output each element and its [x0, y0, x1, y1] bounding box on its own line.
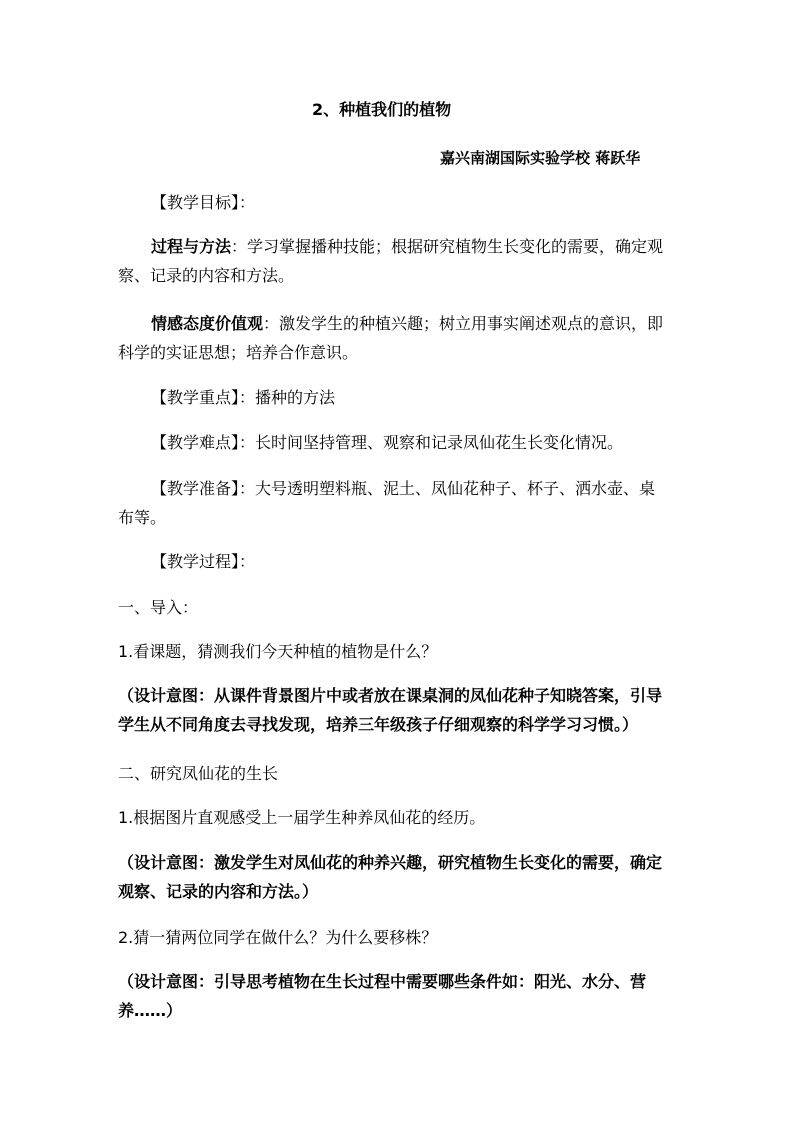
author-line: 嘉兴南湖国际实验学校 蒋跃华: [440, 149, 641, 167]
section2-design-2-line-1: （设计意图：引导思考植物在生长过程中需要哪些条件如：阳光、水分、营: [118, 972, 647, 991]
section2-design-2-line-2: 养……）: [118, 1001, 183, 1020]
attitude-label: 情感态度价值观: [151, 314, 264, 333]
section2-design-1-line-2: 观察、记录的内容和方法。）: [118, 882, 319, 901]
attitude-text-1: ：激发学生的种植兴趣；树立用事实阐述观点的意识，即: [263, 314, 664, 333]
key-point-line: [151, 388, 335, 408]
objectives-heading: 【教学目标】：: [151, 193, 256, 212]
section2-heading: 二、研究凤仙花的生长: [118, 764, 279, 783]
preparation-label: 【教学准备】: [151, 479, 240, 498]
key-point-label: 【教学重点】: [151, 388, 240, 407]
preparation-line-2: 布等。: [118, 508, 167, 527]
section2-design-1-line-1: （设计意图：激发学生对凤仙花的种养兴趣，研究植物生长变化的需要，确定: [118, 853, 663, 872]
preparation-line-1: [151, 479, 655, 499]
difficulty-text: ：长时间坚持管理、观察和记录凤仙花生长变化情况。: [239, 433, 624, 452]
process-method-line-1: [151, 237, 663, 257]
process-method-text-1: ：学习掌握播种技能；根据研究植物生长变化的需要，确定观: [231, 237, 664, 256]
process-method-label: 过程与方法: [151, 237, 232, 256]
section2-item-2: 2.猜一猜两位同学在做什么？为什么要移株？: [118, 928, 438, 947]
process-method-line-2: 察、记录的内容和方法。: [118, 266, 295, 285]
difficulty-line: [151, 433, 623, 453]
section1-design-line-2: 学生从不同角度去寻找发现，培养三年级孩子仔细观察的科学学习习惯。）: [118, 715, 639, 734]
key-point-text: ：播种的方法: [239, 388, 336, 407]
process-heading: 【教学过程】：: [151, 552, 256, 571]
attitude-line-1: [151, 314, 663, 334]
section2-item-1: 1.根据图片直观感受上一届学生种养凤仙花的经历。: [118, 808, 486, 827]
page-title: 2、种植我们的植物: [312, 100, 452, 119]
difficulty-label: 【教学难点】: [151, 433, 240, 452]
attitude-line-2: 科学的实证思想；培养合作意识。: [118, 343, 359, 362]
section1-heading: 一、导入：: [118, 598, 199, 617]
section1-item-1: 1.看课题，猜测我们今天种植的植物是什么？: [118, 642, 438, 661]
preparation-text-1: ：大号透明塑料瓶、泥土、凤仙花种子、杯子、洒水壶、桌: [239, 479, 656, 498]
section1-design-line-1: （设计意图：从课件背景图片中或者放在课桌洞的凤仙花种子知晓答案，引导: [118, 686, 663, 705]
